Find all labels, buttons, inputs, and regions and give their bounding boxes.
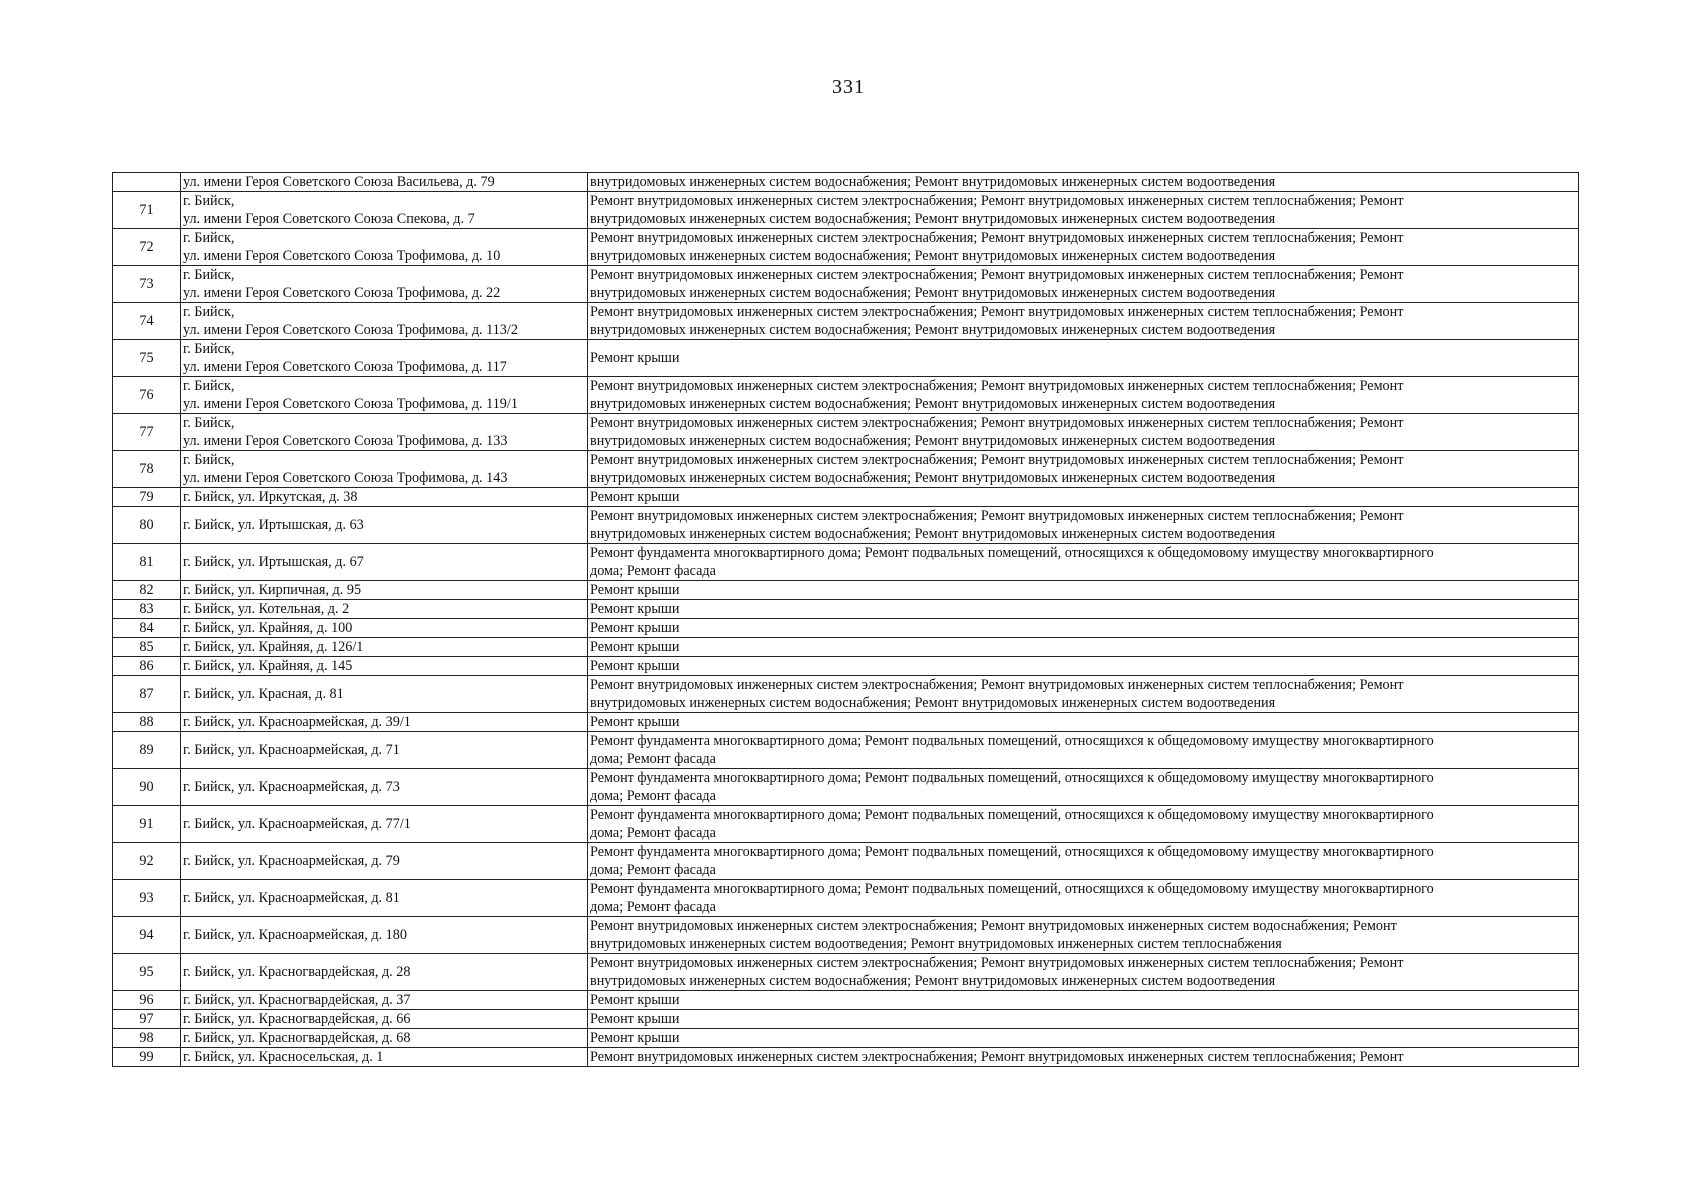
row-number-cell: 99 bbox=[113, 1048, 181, 1067]
work-line: дома; Ремонт фасада bbox=[590, 751, 716, 767]
row-number-cell: 89 bbox=[113, 732, 181, 769]
work-type-cell bbox=[588, 544, 1579, 581]
address-line: г. Бийск, bbox=[183, 452, 235, 468]
address-line: г. Бийск, ул. Красногвардейская, д. 68 bbox=[183, 1030, 411, 1046]
work-type-cell bbox=[588, 676, 1579, 713]
row-number-cell: 85 bbox=[113, 638, 181, 657]
work-type-cell bbox=[588, 991, 1579, 1010]
table-row bbox=[113, 229, 1579, 266]
table-row bbox=[113, 619, 1579, 638]
table-row bbox=[113, 451, 1579, 488]
address-line: г. Бийск, ул. Крайняя, д. 126/1 bbox=[183, 639, 364, 655]
table-row bbox=[113, 488, 1579, 507]
work-type-cell bbox=[588, 769, 1579, 806]
work-line: внутридомовых инженерных систем водоснабжения; Ремонт внутридомовых инженерных систем водоотведения bbox=[590, 322, 1276, 338]
work-line: дома; Ремонт фасада bbox=[590, 825, 716, 841]
address-line: г. Бийск, ул. Иртышская, д. 63 bbox=[183, 517, 364, 533]
address-cell bbox=[181, 1048, 588, 1067]
address-line: г. Бийск, ул. Красноармейская, д. 71 bbox=[183, 742, 400, 758]
row-number-cell: 88 bbox=[113, 713, 181, 732]
address-line: г. Бийск, ул. Красноармейская, д. 77/1 bbox=[183, 816, 411, 832]
work-line: внутридомовых инженерных систем водоотведения; Ремонт внутридомовых инженерных систем теплоснабжения bbox=[590, 936, 1282, 952]
work-line: дома; Ремонт фасада bbox=[590, 788, 716, 804]
row-number-cell: 83 bbox=[113, 600, 181, 619]
work-line: Ремонт внутридомовых инженерных систем электроснабжения; Ремонт внутридомовых инженерных систем теплоснабжения; Ремонт bbox=[590, 267, 1404, 283]
row-number-cell: 73 bbox=[113, 266, 181, 303]
work-line: Ремонт крыши bbox=[590, 658, 680, 674]
address-cell bbox=[181, 192, 588, 229]
table-row bbox=[113, 657, 1579, 676]
address-line: г. Бийск, ул. Иртышская, д. 67 bbox=[183, 554, 364, 570]
address-cell bbox=[181, 377, 588, 414]
work-type-cell bbox=[588, 843, 1579, 880]
work-type-cell bbox=[588, 1010, 1579, 1029]
work-type-cell bbox=[588, 638, 1579, 657]
address-cell bbox=[181, 806, 588, 843]
address-cell bbox=[181, 600, 588, 619]
repair-works-table bbox=[112, 172, 1579, 1067]
address-cell bbox=[181, 1029, 588, 1048]
work-line: Ремонт крыши bbox=[590, 714, 680, 730]
table-row bbox=[113, 713, 1579, 732]
work-line: Ремонт крыши bbox=[590, 582, 680, 598]
address-line: г. Бийск, ул. Красносельская, д. 1 bbox=[183, 1049, 384, 1065]
work-type-cell bbox=[588, 713, 1579, 732]
row-number-cell: 96 bbox=[113, 991, 181, 1010]
table-row bbox=[113, 806, 1579, 843]
row-number-cell: 72 bbox=[113, 229, 181, 266]
address-cell bbox=[181, 917, 588, 954]
work-line: Ремонт крыши bbox=[590, 350, 680, 366]
table-row bbox=[113, 192, 1579, 229]
work-line: Ремонт крыши bbox=[590, 639, 680, 655]
address-cell bbox=[181, 619, 588, 638]
row-number-cell: 90 bbox=[113, 769, 181, 806]
address-line: г. Бийск, bbox=[183, 341, 235, 357]
address-line: г. Бийск, ул. Красноармейская, д. 180 bbox=[183, 927, 407, 943]
row-number-cell: 75 bbox=[113, 340, 181, 377]
row-number-cell: 98 bbox=[113, 1029, 181, 1048]
work-line: Ремонт крыши bbox=[590, 620, 680, 636]
work-type-cell bbox=[588, 1029, 1579, 1048]
work-type-cell bbox=[588, 581, 1579, 600]
address-line: г. Бийск, bbox=[183, 415, 235, 431]
row-number-cell bbox=[113, 173, 181, 192]
table-row bbox=[113, 1010, 1579, 1029]
address-cell bbox=[181, 451, 588, 488]
address-cell bbox=[181, 414, 588, 451]
table-row bbox=[113, 769, 1579, 806]
work-line: Ремонт внутридомовых инженерных систем электроснабжения; Ремонт внутридомовых инженерных систем теплоснабжения; Ремонт bbox=[590, 452, 1404, 468]
work-type-cell bbox=[588, 732, 1579, 769]
address-cell bbox=[181, 713, 588, 732]
address-line: г. Бийск, bbox=[183, 267, 235, 283]
table-row bbox=[113, 880, 1579, 917]
work-type-cell bbox=[588, 377, 1579, 414]
address-line: г. Бийск, ул. Кирпичная, д. 95 bbox=[183, 582, 362, 598]
work-line: внутридомовых инженерных систем водоснабжения; Ремонт внутридомовых инженерных систем водоотведения bbox=[590, 211, 1276, 227]
address-line: ул. имени Героя Советского Союза Спекова, д. 7 bbox=[183, 211, 475, 227]
work-line: внутридомовых инженерных систем водоснабжения; Ремонт внутридомовых инженерных систем водоотведения bbox=[590, 695, 1276, 711]
work-line: внутридомовых инженерных систем водоснабжения; Ремонт внутридомовых инженерных систем водоотведения bbox=[590, 526, 1276, 542]
address-line: г. Бийск, bbox=[183, 378, 235, 394]
work-line: внутридомовых инженерных систем водоснабжения; Ремонт внутридомовых инженерных систем водоотведения bbox=[590, 285, 1276, 301]
address-cell bbox=[181, 657, 588, 676]
address-line: г. Бийск, bbox=[183, 230, 235, 246]
row-number-cell: 80 bbox=[113, 507, 181, 544]
address-line: г. Бийск, ул. Красноармейская, д. 39/1 bbox=[183, 714, 411, 730]
work-type-cell bbox=[588, 1048, 1579, 1067]
row-number-cell: 81 bbox=[113, 544, 181, 581]
work-line: дома; Ремонт фасада bbox=[590, 862, 716, 878]
work-line: Ремонт внутридомовых инженерных систем электроснабжения; Ремонт внутридомовых инженерных систем теплоснабжения; Ремонт bbox=[590, 230, 1404, 246]
row-number-cell: 91 bbox=[113, 806, 181, 843]
table-row bbox=[113, 732, 1579, 769]
address-line: г. Бийск, ул. Красногвардейская, д. 37 bbox=[183, 992, 411, 1008]
work-line: внутридомовых инженерных систем водоснабжения; Ремонт внутридомовых инженерных систем водоотведения bbox=[590, 973, 1276, 989]
address-line: ул. имени Героя Советского Союза Трофимова, д. 113/2 bbox=[183, 322, 518, 338]
table-row bbox=[113, 340, 1579, 377]
address-line: г. Бийск, ул. Красноармейская, д. 81 bbox=[183, 890, 400, 906]
address-line: г. Бийск, ул. Красноармейская, д. 73 bbox=[183, 779, 400, 795]
page-number: 331 bbox=[832, 76, 865, 98]
row-number-cell: 95 bbox=[113, 954, 181, 991]
work-line: Ремонт внутридомовых инженерных систем электроснабжения; Ремонт внутридомовых инженерных систем теплоснабжения; Ремонт bbox=[590, 508, 1404, 524]
table-row bbox=[113, 638, 1579, 657]
row-number-cell: 92 bbox=[113, 843, 181, 880]
table-row bbox=[113, 991, 1579, 1010]
work-type-cell bbox=[588, 600, 1579, 619]
row-number-cell: 77 bbox=[113, 414, 181, 451]
work-line: Ремонт внутридомовых инженерных систем электроснабжения; Ремонт внутридомовых инженерных систем водоснабжения; Ремонт bbox=[590, 918, 1397, 934]
work-type-cell bbox=[588, 488, 1579, 507]
work-line: Ремонт внутридомовых инженерных систем электроснабжения; Ремонт внутридомовых инженерных систем теплоснабжения; Ремонт bbox=[590, 955, 1404, 971]
work-line: внутридомовых инженерных систем водоснабжения; Ремонт внутридомовых инженерных систем водоотведения bbox=[590, 174, 1276, 190]
address-cell bbox=[181, 676, 588, 713]
row-number-cell: 93 bbox=[113, 880, 181, 917]
work-line: Ремонт фундамента многоквартирного дома; Ремонт подвальных помещений, относящихся к общедомовому имуществу многоквартирного bbox=[590, 881, 1434, 897]
address-cell bbox=[181, 266, 588, 303]
address-cell bbox=[181, 843, 588, 880]
work-type-cell bbox=[588, 414, 1579, 451]
work-line: Ремонт фундамента многоквартирного дома; Ремонт подвальных помещений, относящихся к общедомовому имуществу многоквартирного bbox=[590, 733, 1434, 749]
address-cell bbox=[181, 638, 588, 657]
address-line: ул. имени Героя Советского Союза Васильева, д. 79 bbox=[183, 174, 495, 190]
address-cell bbox=[181, 544, 588, 581]
address-line: ул. имени Героя Советского Союза Трофимова, д. 133 bbox=[183, 433, 508, 449]
table-row bbox=[113, 266, 1579, 303]
address-cell bbox=[181, 488, 588, 507]
table-row bbox=[113, 676, 1579, 713]
work-type-cell bbox=[588, 451, 1579, 488]
address-line: г. Бийск, ул. Красноармейская, д. 79 bbox=[183, 853, 400, 869]
address-cell bbox=[181, 1010, 588, 1029]
work-line: дома; Ремонт фасада bbox=[590, 563, 716, 579]
work-type-cell bbox=[588, 507, 1579, 544]
work-type-cell bbox=[588, 806, 1579, 843]
work-type-cell bbox=[588, 173, 1579, 192]
row-number-cell: 87 bbox=[113, 676, 181, 713]
address-cell bbox=[181, 229, 588, 266]
row-number-cell: 71 bbox=[113, 192, 181, 229]
table-row bbox=[113, 843, 1579, 880]
work-line: Ремонт внутридомовых инженерных систем электроснабжения; Ремонт внутридомовых инженерных систем теплоснабжения; Ремонт bbox=[590, 415, 1404, 431]
address-line: ул. имени Героя Советского Союза Трофимова, д. 10 bbox=[183, 248, 501, 264]
table-body bbox=[113, 173, 1579, 1067]
row-number-cell: 74 bbox=[113, 303, 181, 340]
table-row bbox=[113, 377, 1579, 414]
table-row bbox=[113, 544, 1579, 581]
row-number-cell: 78 bbox=[113, 451, 181, 488]
work-line: Ремонт крыши bbox=[590, 1030, 680, 1046]
work-type-cell bbox=[588, 192, 1579, 229]
row-number-cell: 82 bbox=[113, 581, 181, 600]
work-line: Ремонт фундамента многоквартирного дома; Ремонт подвальных помещений, относящихся к общедомовому имуществу многоквартирного bbox=[590, 807, 1434, 823]
table-row bbox=[113, 173, 1579, 192]
work-line: внутридомовых инженерных систем водоснабжения; Ремонт внутридомовых инженерных систем водоотведения bbox=[590, 433, 1276, 449]
work-type-cell bbox=[588, 266, 1579, 303]
address-line: ул. имени Героя Советского Союза Трофимова, д. 22 bbox=[183, 285, 501, 301]
address-line: г. Бийск, ул. Красная, д. 81 bbox=[183, 686, 344, 702]
address-cell bbox=[181, 340, 588, 377]
address-cell bbox=[181, 581, 588, 600]
address-cell bbox=[181, 991, 588, 1010]
work-line: Ремонт внутридомовых инженерных систем электроснабжения; Ремонт внутридомовых инженерных систем теплоснабжения; Ремонт bbox=[590, 1049, 1404, 1065]
address-line: г. Бийск, bbox=[183, 193, 235, 209]
table-row bbox=[113, 303, 1579, 340]
table-row bbox=[113, 507, 1579, 544]
row-number-cell: 86 bbox=[113, 657, 181, 676]
table-row bbox=[113, 414, 1579, 451]
address-cell bbox=[181, 769, 588, 806]
work-line: Ремонт крыши bbox=[590, 601, 680, 617]
address-line: г. Бийск, ул. Красногвардейская, д. 28 bbox=[183, 964, 411, 980]
address-line: г. Бийск, ул. Крайняя, д. 145 bbox=[183, 658, 353, 674]
work-line: Ремонт крыши bbox=[590, 1011, 680, 1027]
table-row bbox=[113, 1048, 1579, 1067]
address-line: ул. имени Героя Советского Союза Трофимова, д. 117 bbox=[183, 359, 507, 375]
address-line: г. Бийск, ул. Иркутская, д. 38 bbox=[183, 489, 358, 505]
address-cell bbox=[181, 732, 588, 769]
address-line: г. Бийск, bbox=[183, 304, 235, 320]
row-number-cell: 76 bbox=[113, 377, 181, 414]
address-line: ул. имени Героя Советского Союза Трофимова, д. 119/1 bbox=[183, 396, 518, 412]
work-line: внутридомовых инженерных систем водоснабжения; Ремонт внутридомовых инженерных систем водоотведения bbox=[590, 470, 1276, 486]
address-cell bbox=[181, 880, 588, 917]
work-type-cell bbox=[588, 229, 1579, 266]
work-type-cell bbox=[588, 303, 1579, 340]
table-row bbox=[113, 600, 1579, 619]
row-number-cell: 97 bbox=[113, 1010, 181, 1029]
work-type-cell bbox=[588, 619, 1579, 638]
work-line: Ремонт внутридомовых инженерных систем электроснабжения; Ремонт внутридомовых инженерных систем теплоснабжения; Ремонт bbox=[590, 304, 1404, 320]
address-cell bbox=[181, 954, 588, 991]
work-type-cell bbox=[588, 954, 1579, 991]
work-line: внутридомовых инженерных систем водоснабжения; Ремонт внутридомовых инженерных систем водоотведения bbox=[590, 396, 1276, 412]
work-line: Ремонт фундамента многоквартирного дома; Ремонт подвальных помещений, относящихся к общедомовому имуществу многоквартирного bbox=[590, 770, 1434, 786]
address-line: г. Бийск, ул. Красногвардейская, д. 66 bbox=[183, 1011, 411, 1027]
work-type-cell bbox=[588, 340, 1579, 377]
work-line: Ремонт фундамента многоквартирного дома; Ремонт подвальных помещений, относящихся к общедомовому имуществу многоквартирного bbox=[590, 844, 1434, 860]
address-line: г. Бийск, ул. Крайняя, д. 100 bbox=[183, 620, 353, 636]
address-line: ул. имени Героя Советского Союза Трофимова, д. 143 bbox=[183, 470, 508, 486]
table-row bbox=[113, 917, 1579, 954]
address-cell bbox=[181, 303, 588, 340]
work-type-cell bbox=[588, 917, 1579, 954]
row-number-cell: 79 bbox=[113, 488, 181, 507]
row-number-cell: 84 bbox=[113, 619, 181, 638]
work-line: Ремонт фундамента многоквартирного дома; Ремонт подвальных помещений, относящихся к общедомовому имуществу многоквартирного bbox=[590, 545, 1434, 561]
work-line: Ремонт крыши bbox=[590, 489, 680, 505]
work-line: внутридомовых инженерных систем водоснабжения; Ремонт внутридомовых инженерных систем водоотведения bbox=[590, 248, 1276, 264]
table-row bbox=[113, 581, 1579, 600]
work-line: дома; Ремонт фасада bbox=[590, 899, 716, 915]
work-type-cell bbox=[588, 657, 1579, 676]
address-line: г. Бийск, ул. Котельная, д. 2 bbox=[183, 601, 350, 617]
address-cell bbox=[181, 173, 588, 192]
table-row bbox=[113, 1029, 1579, 1048]
table-row bbox=[113, 954, 1579, 991]
work-line: Ремонт внутридомовых инженерных систем электроснабжения; Ремонт внутридомовых инженерных систем теплоснабжения; Ремонт bbox=[590, 378, 1404, 394]
work-line: Ремонт внутридомовых инженерных систем электроснабжения; Ремонт внутридомовых инженерных систем теплоснабжения; Ремонт bbox=[590, 677, 1404, 693]
row-number-cell: 94 bbox=[113, 917, 181, 954]
address-cell bbox=[181, 507, 588, 544]
work-type-cell bbox=[588, 880, 1579, 917]
work-line: Ремонт крыши bbox=[590, 992, 680, 1008]
work-line: Ремонт внутридомовых инженерных систем электроснабжения; Ремонт внутридомовых инженерных систем теплоснабжения; Ремонт bbox=[590, 193, 1404, 209]
